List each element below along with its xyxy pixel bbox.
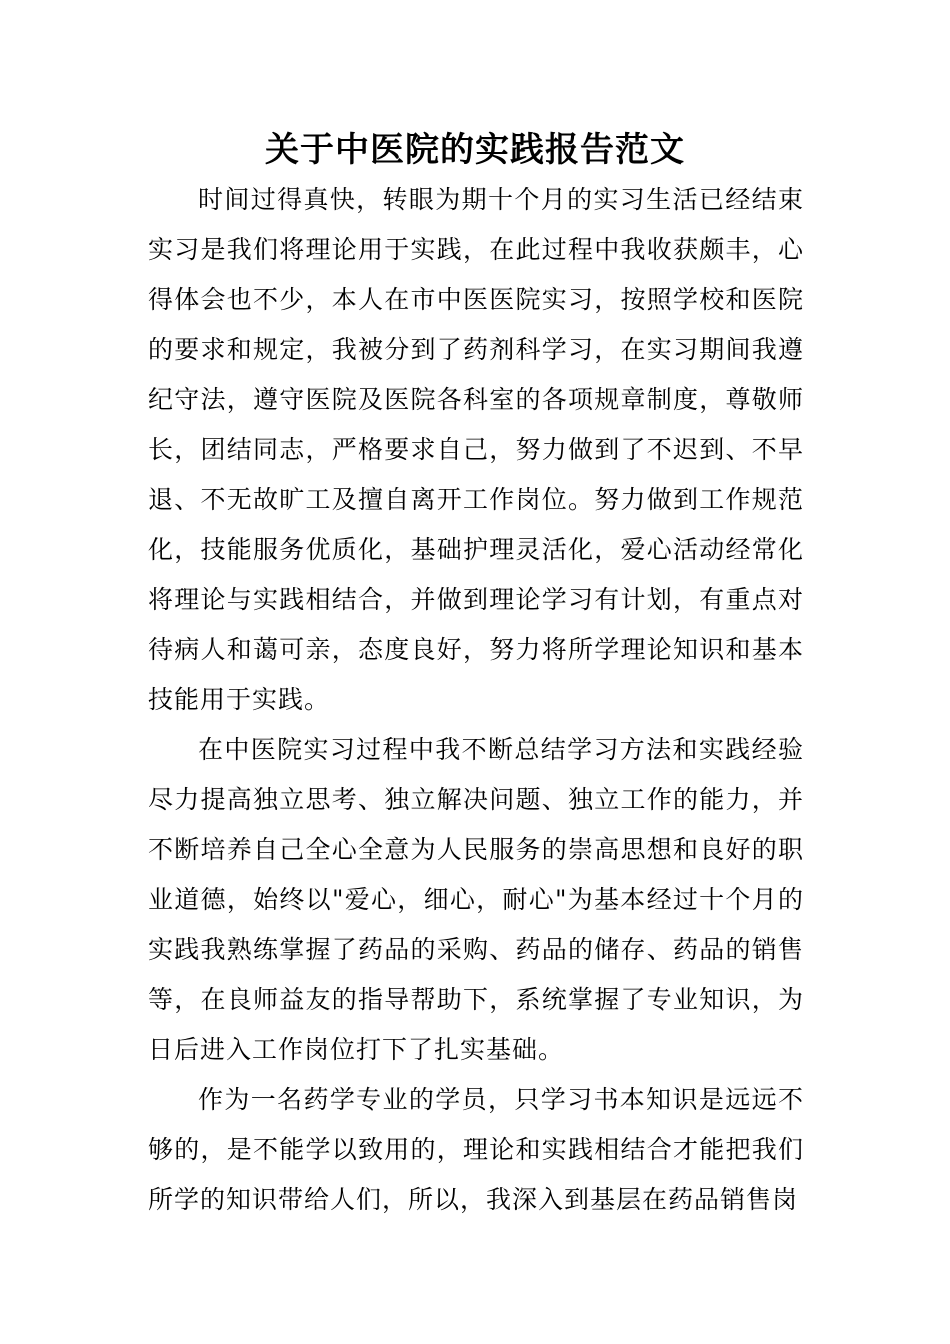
document-body: [148, 175, 804, 1225]
paragraph-1: 时间过得真快，转眼为期十个月的实习生活已经结束实习是我们将理论用于实践，在此过程中我收获颇丰，心得体会也不少，本人在市中医医院实习，按照学校和医院的要求和规定，我被分到了药剂科学习，在实习期间我遵纪守法，遵守医院及医院各科室的各项规章制度，尊敬师长，团结同志，严格要求自己，努力做到了不迟到、不早退、不无故旷工及擅自离开工作岗位。努力做到工作规范化，技能服务优质化，基础护理灵活化，爱心活动经常化将理论与实践相结合，并做到理论学习有计划，有重点对待病人和蔼可亲，态度良好，努力将所学理论知识和基本技能用于实践。: [148, 185, 804, 714]
paragraph-2: 在中医院实习过程中我不断总结学习方法和实践经验尽力提高独立思考、独立解决问题、独立工作的能力，并不断培养自己全心全意为人民服务的崇高思想和良好的职业道德，始终以"爱心，细心，耐心"为基本经过十个月的实践我熟练掌握了药品的采购、药品的储存、药品的销售等，在良师益友的指导帮助下，系统掌握了专业知识，为日后进入工作岗位打下了扎实基础。: [148, 735, 804, 1064]
document-title: 关于中医院的实践报告范文: [265, 130, 685, 170]
paragraph-3: 作为一名药学专业的学员，只学习书本知识是远远不够的，是不能学以致用的，理论和实践相结合才能把我们所学的知识带给人们，所以，我深入到基层在药品销售岗: [148, 1085, 804, 1214]
